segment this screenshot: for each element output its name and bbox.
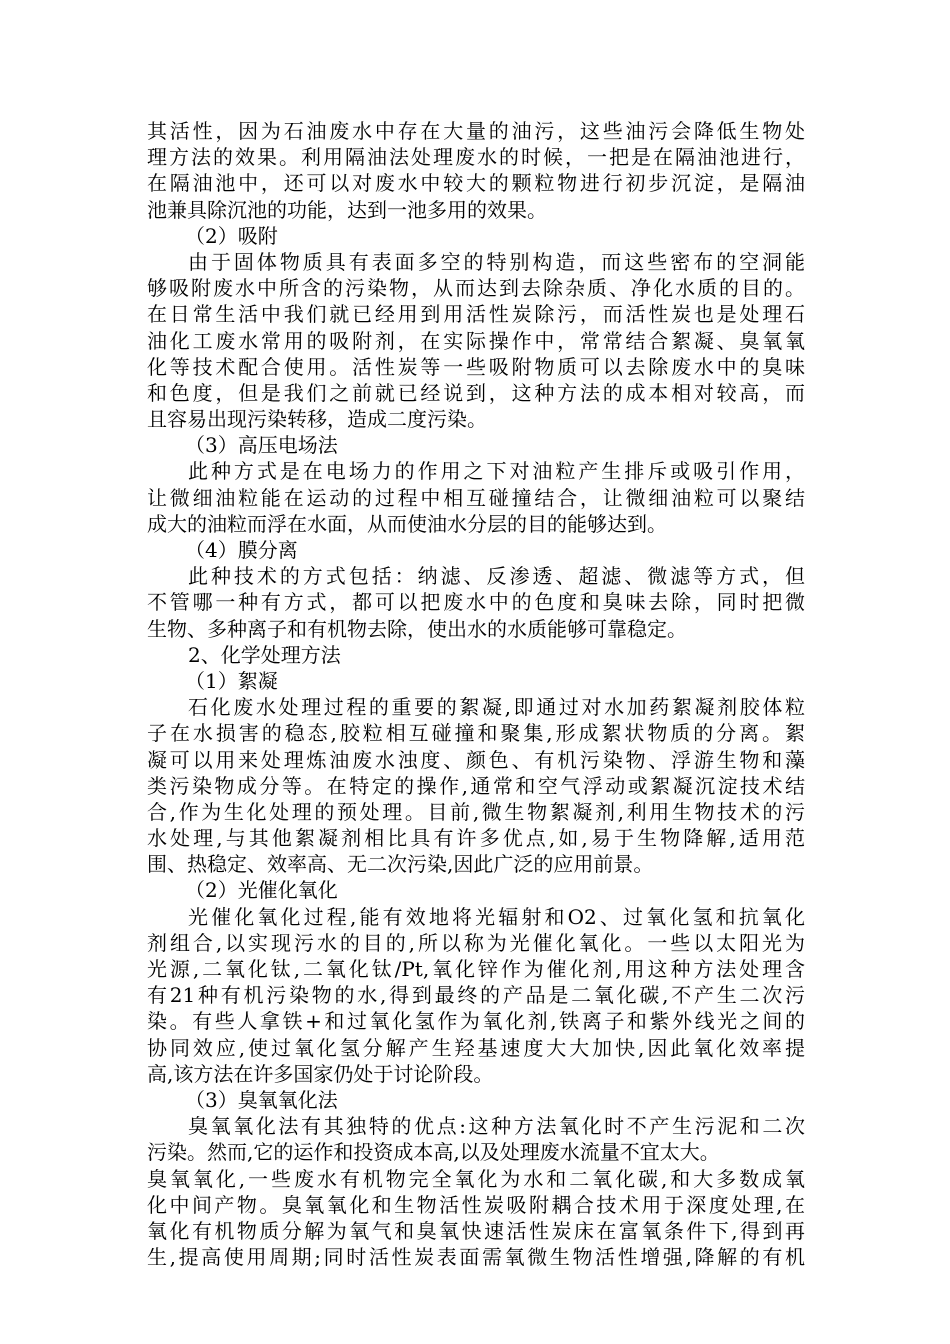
text-line: 染。有些人拿铁+和过氧化氢作为氧化剂,铁离子和紫外线光之间的 <box>147 1009 805 1034</box>
text-line: 在日常生活中我们就已经用到用活性炭除污，而活性炭也是处理石 <box>147 302 805 327</box>
section-heading: （3）臭氧氧化法 <box>185 1087 338 1112</box>
text-line: 有21种有机污染物的水,得到最终的产品是二氧化碳,不产生二次污 <box>147 983 805 1008</box>
text-line: 生物、多种离子和有机物去除，使出水的水质能够可靠稳定。 <box>147 616 687 641</box>
section-heading: （2）吸附 <box>185 223 278 248</box>
text-line: 光源,二氧化钛,二氧化钛/Pt,氧化锌作为催化剂,用这种方法处理含 <box>147 957 805 981</box>
text-line: 成大的油粒而浮在水面，从而使油水分层的目的能够达到。 <box>147 511 667 536</box>
text-line: 剂组合,以实现污水的目的,所以称为光催化氧化。一些以太阳光为 <box>147 930 805 955</box>
text-line: 化等技术配合使用。活性炭等一些吸附物质可以去除废水中的臭味 <box>147 354 805 379</box>
text-line: 合,作为生化处理的预处理。目前,微生物絮凝剂,利用生物技术的污 <box>147 799 805 824</box>
text-line: 围、热稳定、效率高、无二次污染,因此广泛的应用前景。 <box>147 852 654 877</box>
text-line: 由于固体物质具有表面多空的特别构造，而这些密布的空洞能 <box>188 249 805 274</box>
section-heading: （4）膜分离 <box>185 538 298 562</box>
text-line: 凝可以用来处理炼油废水浊度、颜色、有机污染物、浮游生物和藻 <box>147 747 805 772</box>
text-line: 且容易出现污染转移，造成二度污染。 <box>147 407 487 432</box>
text-line: 污染。然而,它的运作和投资成本高,以及处理废水流量不宜太大。 <box>147 1140 720 1165</box>
text-line: 池兼具除沉池的功能，达到一池多用的效果。 <box>147 197 547 222</box>
text-line: 高,该方法在许多国家仍处于讨论阶段。 <box>147 1061 494 1086</box>
text-line: 此种技术的方式包括：纳滤、反渗透、超滤、微滤等方式，但 <box>188 564 805 589</box>
document-page <box>147 118 805 1270</box>
section-heading: （1）絮凝 <box>185 668 278 693</box>
text-line: 类污染物成分等。在特定的操作,通常和空气浮动或絮凝沉淀技术结 <box>147 773 805 798</box>
text-line: 不管哪一种有方式，都可以把废水中的色度和臭味去除，同时把微 <box>147 590 805 615</box>
section-heading: （3）高压电场法 <box>185 433 338 458</box>
section-heading: 2、化学处理方法 <box>188 642 341 667</box>
text-line: 够吸附废水中所含的污染物，从而达到去除杂质、净化水质的目的。 <box>147 276 805 301</box>
text-line: 臭氧氧化法有其独特的优点:这种方法氧化时不产生污泥和二次 <box>188 1114 805 1139</box>
text-line: 生,提高使用周期;同时活性炭表面需氧微生物活性增强,降解的有机 <box>147 1245 805 1270</box>
text-line: 油化工废水常用的吸附剂，在实际操作中，常常结合絮凝、臭氧氧 <box>147 328 805 353</box>
text-line: 和色度，但是我们之前就已经说到，这种方法的成本相对较高，而 <box>147 380 805 405</box>
text-line: 协同效应,使过氧化氢分解产生羟基速度大大加快,因此氧化效率提 <box>147 1035 805 1060</box>
text-line: 其活性，因为石油废水中存在大量的油污，这些油污会降低生物处 <box>147 119 805 143</box>
text-line: 让微细油粒能在运动的过程中相互碰撞结合，让微细油粒可以聚结 <box>147 485 805 510</box>
text-line: 臭氧氧化,一些废水有机物完全氧化为水和二氧化碳,和大多数成氧 <box>147 1166 805 1191</box>
text-line: 子在水损害的稳态,胶粒相互碰撞和聚集,形成絮状物质的分离。絮 <box>147 721 805 746</box>
text-line: 氧化有机物质分解为氧气和臭氧快速活性炭床在富氧条件下,得到再 <box>147 1218 805 1243</box>
text-line: 石化废水处理过程的重要的絮凝,即通过对水加药絮凝剂胶体粒 <box>188 695 805 720</box>
text-line: 理方法的效果。利用隔油法处理废水的时候，一把是在隔油池进行， <box>147 145 805 170</box>
section-heading: （2）光催化氧化 <box>185 878 338 903</box>
text-line: 化中间产物。臭氧氧化和生物活性炭吸附耦合技术用于深度处理,在 <box>147 1192 805 1217</box>
text-line: 在隔油池中，还可以对废水中较大的颗粒物进行初步沉淀，是隔油 <box>147 171 805 196</box>
text-line: 光催化氧化过程,能有效地将光辐射和O2、过氧化氢和抗氧化 <box>188 904 805 929</box>
text-line: 水处理,与其他絮凝剂相比具有许多优点,如,易于生物降解,适用范 <box>147 826 805 851</box>
text-line: 此种方式是在电场力的作用之下对油粒产生排斥或吸引作用， <box>188 459 805 484</box>
